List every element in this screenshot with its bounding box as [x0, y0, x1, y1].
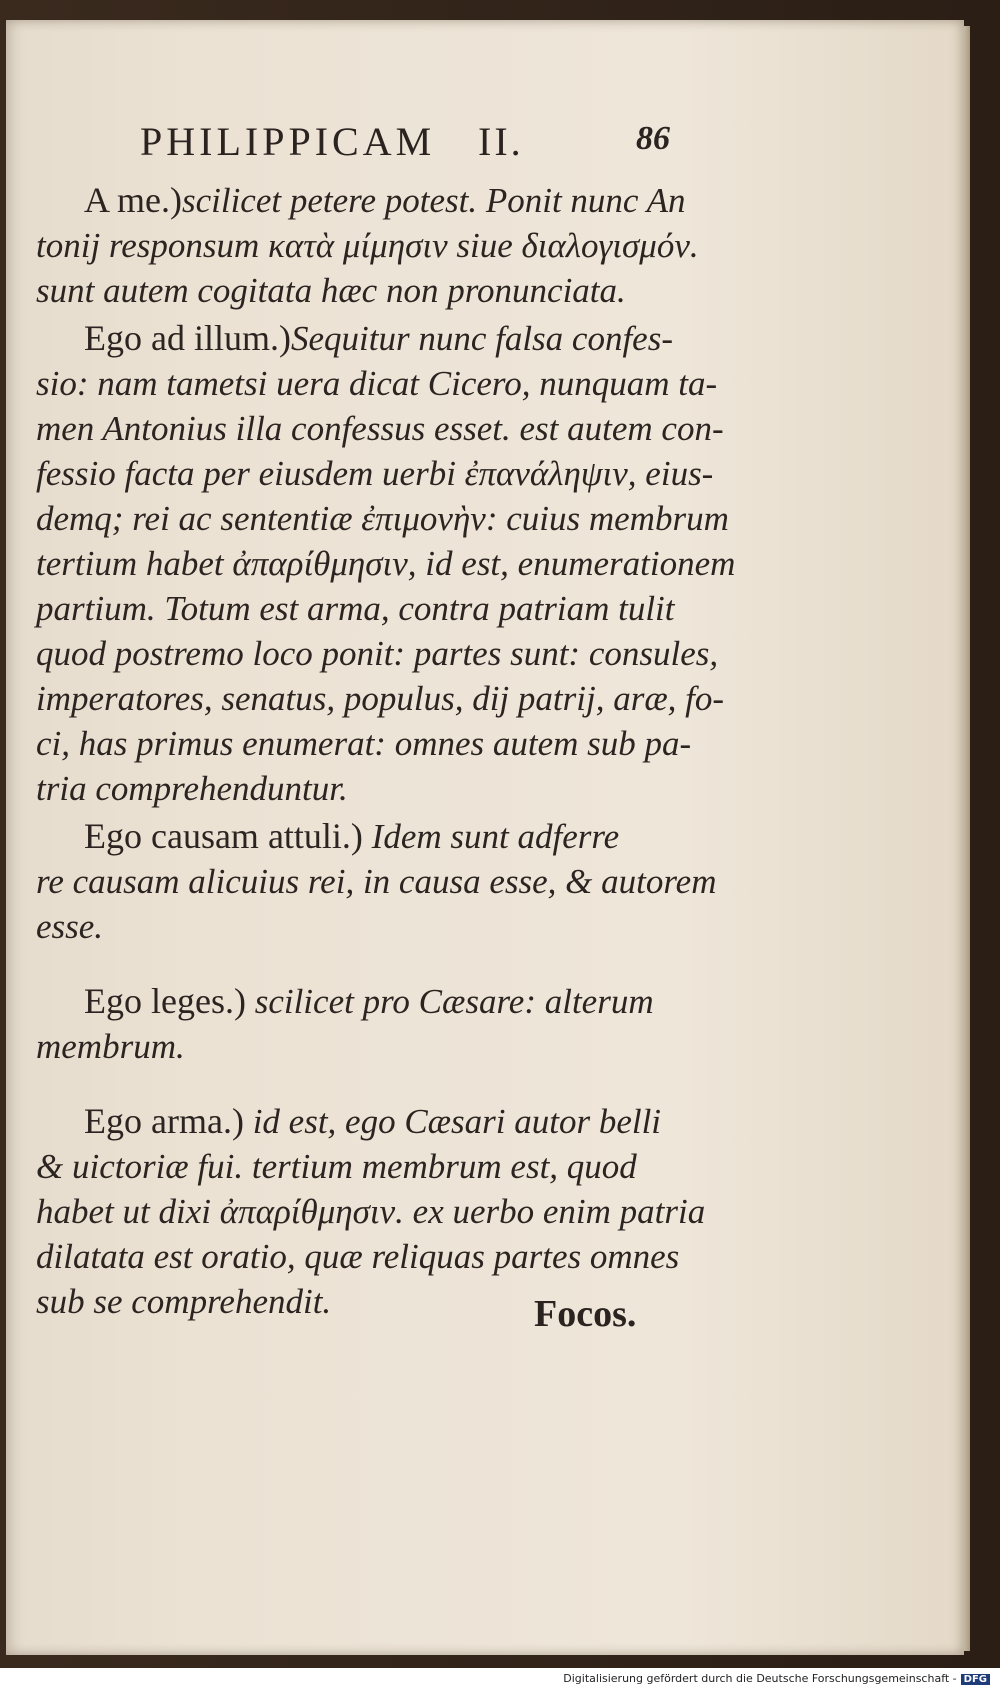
running-head-title: PHILIPPICAM	[140, 119, 436, 164]
paragraph	[36, 178, 706, 313]
text-line: esse.	[36, 907, 104, 946]
paragraph	[36, 814, 717, 949]
text-line: sunt autem cogitata hæc non pronunciata.	[36, 271, 626, 310]
body-text	[36, 178, 736, 1324]
folio-number: 86	[636, 120, 670, 157]
text-line: demq; rei ac sententiæ ἐπιμονὴν: cuius membrum	[36, 499, 729, 538]
text-line: fessio facta per eiusdem uerbi ἐπανάληψιν, eius-	[36, 454, 714, 493]
lemma: Ego leges.)	[84, 981, 246, 1021]
gloss-text: scilicet petere potest. Ponit nunc An	[181, 181, 686, 220]
text-line: tertium habet ἀπαρίθμησιν, id est, enumerationem	[36, 544, 736, 583]
lemma: Ego ad illum.)	[84, 318, 291, 358]
paragraph	[36, 979, 706, 1069]
text-line: men Antonius illa confessus esset. est autem con-	[36, 409, 724, 448]
text-line: imperatores, senatus, populus, dij patrij, aræ, fo-	[36, 679, 725, 718]
text-line: ci, has primus enumerat: omnes autem sub pa-	[36, 724, 692, 763]
text-line: membrum.	[36, 1027, 185, 1066]
text-line: habet ut dixi ἀπαρίθμησιν. ex uerbo enim patria	[36, 1192, 706, 1231]
text-line: & uictoriæ fui. tertium membrum est, quod	[36, 1147, 637, 1186]
digitization-credit	[563, 1672, 990, 1685]
dfg-logo: DFG	[961, 1674, 990, 1685]
credit-text: Digitalisierung gefördert durch die Deutsche Forschungsgemeinschaft -	[563, 1672, 957, 1685]
text-line	[36, 178, 706, 223]
text-line	[36, 979, 706, 1024]
text-line: quod postremo loco ponit: partes sunt: consules,	[36, 634, 719, 673]
catchword: Focos.	[534, 1293, 637, 1335]
text-line: partium. Totum est arma, contra patriam tulit	[36, 589, 675, 628]
gloss-text: id est, ego Cæsari autor belli	[252, 1102, 662, 1141]
gloss-text: Idem sunt adferre	[371, 817, 620, 856]
text-line: sio: nam tametsi uera dicat Cicero, nunquam ta-	[36, 364, 718, 403]
gloss-text: Sequitur nunc falsa confes-	[290, 319, 673, 358]
text-line: dilatata est oratio, quæ reliquas partes omnes	[36, 1237, 680, 1276]
gloss-text: scilicet pro Cæsare: alterum	[254, 982, 654, 1021]
text-line	[36, 316, 706, 361]
text-line: re causam alicuius rei, in causa esse, & autorem	[36, 862, 717, 901]
text-line	[36, 814, 706, 859]
paragraph	[36, 316, 736, 811]
running-head	[140, 118, 680, 170]
running-head-part: II.	[478, 119, 524, 164]
text-line: tria comprehenduntur.	[36, 769, 348, 808]
lemma: Ego arma.)	[84, 1101, 244, 1141]
lemma: Ego causam attuli.)	[84, 816, 363, 856]
text-line	[36, 1099, 706, 1144]
lemma: A me.)	[84, 180, 182, 220]
paragraph	[36, 1099, 706, 1324]
text-line: tonij responsum κατὰ μίμησιν siue διαλογισμόν.	[36, 226, 699, 265]
text-line: sub se comprehendit.	[36, 1282, 332, 1321]
